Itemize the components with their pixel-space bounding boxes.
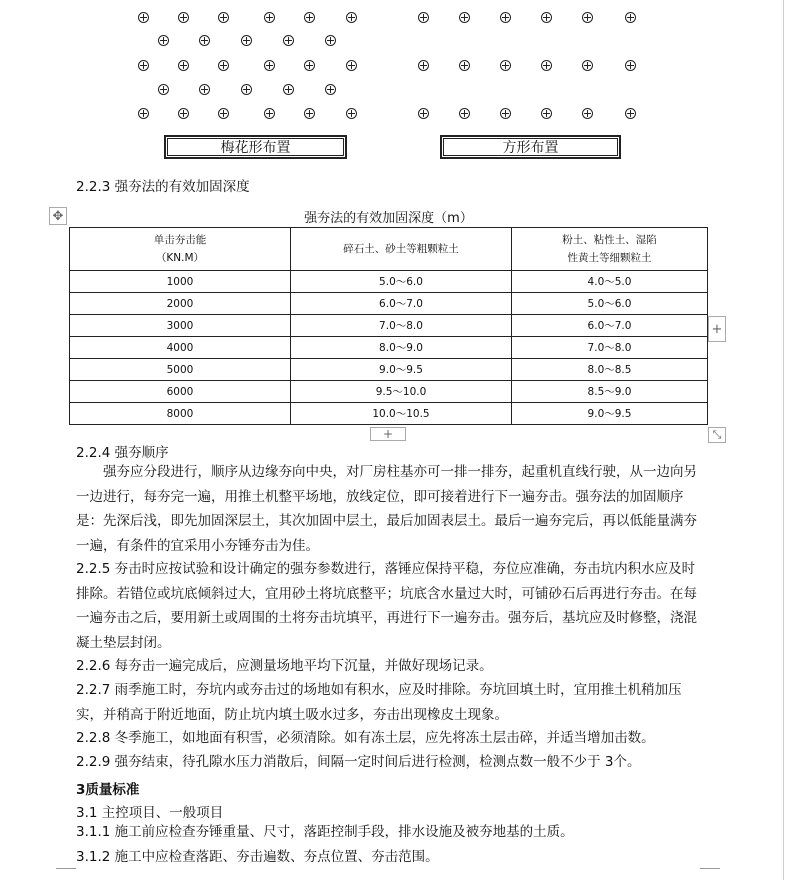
table-cell[interactable]: 7.0～8.0 bbox=[512, 337, 708, 359]
pile-icon bbox=[178, 60, 189, 71]
table-row bbox=[70, 315, 708, 337]
pile-icon bbox=[418, 108, 429, 119]
pile-icon bbox=[459, 12, 470, 23]
pile-icon bbox=[459, 108, 470, 119]
heading-2-2-4: 2.2.4 强夯顺序 bbox=[76, 445, 169, 461]
add-row-button[interactable]: + bbox=[370, 427, 406, 441]
paragraph-3-1-2: 3.1.2 施工中应检查落距、夯击遍数、夯点位置、夯击范围。 bbox=[76, 849, 439, 865]
plum-layout-caption bbox=[164, 135, 347, 159]
pile-icon bbox=[500, 60, 511, 71]
heading-3-1: 3.1 主控项目、一般项目 bbox=[76, 805, 224, 821]
page-corner-mark bbox=[700, 868, 720, 881]
table-cell[interactable]: 8000 bbox=[70, 403, 291, 425]
pile-icon bbox=[199, 35, 210, 46]
header-fine-soil[interactable] bbox=[512, 228, 708, 271]
pile-icon bbox=[241, 84, 252, 95]
pile-icon bbox=[625, 108, 636, 119]
square-layout-label: 方形布置 bbox=[502, 140, 559, 156]
paragraph-2-2-4: 强夯应分段进行，顺序从边缘夯向中央，对厂房柱基亦可一排一排夯，起重机直线行驶，从一边向另一边进行，每夯完一遍，用推土机整平场地，放线定位，即可接着进行下一遍夯击。强夯法的加固顺序是：先深后浅，即先加固深层土，其次加固中层土，最后加固表层土。最后一遍夯完后，再以低能量满夯一遍，有条件的宜采用小夯锤夯击为佳。 bbox=[76, 464, 697, 554]
pile-icon bbox=[346, 108, 357, 119]
pile-icon bbox=[199, 84, 210, 95]
table-cell[interactable]: 9.5～10.0 bbox=[291, 381, 512, 403]
pile-icon bbox=[500, 12, 511, 23]
table-cell[interactable]: 4000 bbox=[70, 337, 291, 359]
margin-line bbox=[783, 0, 784, 880]
table-title: 强夯法的有效加固深度（m） bbox=[304, 211, 473, 226]
header-energy[interactable] bbox=[70, 228, 291, 271]
pile-icon bbox=[283, 35, 294, 46]
pile-icon bbox=[304, 12, 315, 23]
header-energy-unit: （KN.M） bbox=[155, 252, 205, 264]
table-cell[interactable]: 2000 bbox=[70, 293, 291, 315]
table-cell[interactable]: 5.0～6.0 bbox=[512, 293, 708, 315]
pile-icon bbox=[304, 60, 315, 71]
pile-icon bbox=[625, 60, 636, 71]
table-resize-handle-icon[interactable]: ⤡ bbox=[708, 427, 726, 443]
pile-icon bbox=[264, 60, 275, 71]
pile-icon bbox=[264, 108, 275, 119]
pile-icon bbox=[283, 84, 294, 95]
pile-icon bbox=[418, 12, 429, 23]
pile-icon bbox=[218, 60, 229, 71]
pile-icon bbox=[625, 12, 636, 23]
table-row bbox=[70, 403, 708, 425]
header-energy-label: 单击夯击能 bbox=[153, 234, 207, 246]
table-row bbox=[70, 337, 708, 359]
table-cell[interactable]: 9.0～9.5 bbox=[291, 359, 512, 381]
table-row bbox=[70, 359, 708, 381]
pile-icon bbox=[325, 84, 336, 95]
pile-icon bbox=[218, 12, 229, 23]
table-cell[interactable]: 6.0～7.0 bbox=[291, 293, 512, 315]
pile-icon bbox=[178, 12, 189, 23]
paragraph-2-2-7: 2.2.7 雨季施工时，夯坑内或夯击过的场地如有积水，应及时排除。夯坑回填土时，宜用推土机稍加压实，并稍高于附近地面，防止坑内填土吸水过多，夯击出现橡皮土现象。 bbox=[76, 682, 682, 723]
pile-icon bbox=[304, 108, 315, 119]
pile-icon bbox=[264, 12, 275, 23]
table-row bbox=[70, 293, 708, 315]
table-cell[interactable]: 6.0～7.0 bbox=[512, 315, 708, 337]
paragraph-2-2-8: 2.2.8 冬季施工，如地面有积雪，必须清除。如有冻土层，应先将冻土层击碎，并适当增加击数。 bbox=[76, 730, 655, 746]
table-cell[interactable]: 9.0～9.5 bbox=[512, 403, 708, 425]
table-cell[interactable]: 6000 bbox=[70, 381, 291, 403]
heading-3: 3质量标准 bbox=[76, 782, 140, 798]
header-coarse-soil[interactable]: 碎石土、砂土等粗颗粒土 bbox=[291, 228, 512, 271]
pile-icon bbox=[346, 60, 357, 71]
table-cell[interactable]: 5.0～6.0 bbox=[291, 271, 512, 293]
pile-icon bbox=[541, 12, 552, 23]
pile-icon bbox=[418, 60, 429, 71]
table-cell[interactable]: 8.5～9.0 bbox=[512, 381, 708, 403]
plum-layout-label: 梅花形布置 bbox=[220, 140, 291, 156]
paragraph-2-2-9: 2.2.9 强夯结束，待孔隙水压力消散后，间隔一定时间后进行检测，检测点数一般不少于 3个。 bbox=[76, 754, 641, 770]
pile-icon bbox=[582, 108, 593, 119]
pile-icon bbox=[241, 35, 252, 46]
table-cell[interactable]: 1000 bbox=[70, 271, 291, 293]
pile-icon bbox=[138, 60, 149, 71]
table-cell[interactable]: 3000 bbox=[70, 315, 291, 337]
pile-icon bbox=[541, 60, 552, 71]
table-cell[interactable]: 5000 bbox=[70, 359, 291, 381]
header-fine-soil-line1: 粉土、粘性土、湿陷 bbox=[562, 234, 657, 246]
pile-icon bbox=[218, 108, 229, 119]
pile-icon bbox=[582, 12, 593, 23]
add-column-button[interactable]: + bbox=[708, 316, 726, 342]
heading-2-2-3: 2.2.3 强夯法的有效加固深度 bbox=[76, 179, 250, 195]
page-corner-mark bbox=[56, 868, 76, 881]
table-header-row bbox=[70, 228, 708, 271]
pile-icon bbox=[158, 84, 169, 95]
table-cell[interactable]: 8.0～9.0 bbox=[291, 337, 512, 359]
pile-icon bbox=[582, 60, 593, 71]
table-cell[interactable]: 4.0～5.0 bbox=[512, 271, 708, 293]
table-cell[interactable]: 7.0～8.0 bbox=[291, 315, 512, 337]
pile-icon bbox=[178, 108, 189, 119]
reinforcement-depth-table bbox=[69, 227, 708, 425]
pile-icon bbox=[138, 12, 149, 23]
paragraph-2-2-5: 2.2.5 夯击时应按试验和设计确定的强夯参数进行，落锤应保持平稳，夯位应准确，夯击坑内积水应及时排除。若错位或坑底倾斜过大，宜用砂土将坑底整平；坑底含水量过大时，可铺砂石后再进行夯击。在每一遍夯击之后，要用新土或周围的土将夯击坑填平，再进行下一遍夯击。强夯后，基坑应及时修整，浇混凝土垫层封闭。 bbox=[76, 561, 697, 651]
pile-icon bbox=[158, 35, 169, 46]
pile-icon bbox=[500, 108, 511, 119]
table-cell[interactable]: 10.0～10.5 bbox=[291, 403, 512, 425]
table-row bbox=[70, 271, 708, 293]
pile-icon bbox=[541, 108, 552, 119]
pile-icon bbox=[346, 12, 357, 23]
pile-icon bbox=[325, 35, 336, 46]
square-layout-caption bbox=[440, 135, 621, 159]
pile-icon bbox=[138, 108, 149, 119]
pile-icon bbox=[459, 60, 470, 71]
table-move-handle-icon[interactable]: ✥ bbox=[49, 207, 67, 225]
paragraph-2-2-6: 2.2.6 每夯击一遍完成后，应测量场地平均下沉量，并做好现场记录。 bbox=[76, 658, 493, 674]
header-fine-soil-line2: 性黄土等细颗粒土 bbox=[567, 252, 652, 264]
table-cell[interactable]: 8.0～8.5 bbox=[512, 359, 708, 381]
paragraph-3-1-1: 3.1.1 施工前应检查夯锤重量、尺寸，落距控制手段，排水设施及被夯地基的土质。 bbox=[76, 824, 574, 840]
table-row bbox=[70, 381, 708, 403]
